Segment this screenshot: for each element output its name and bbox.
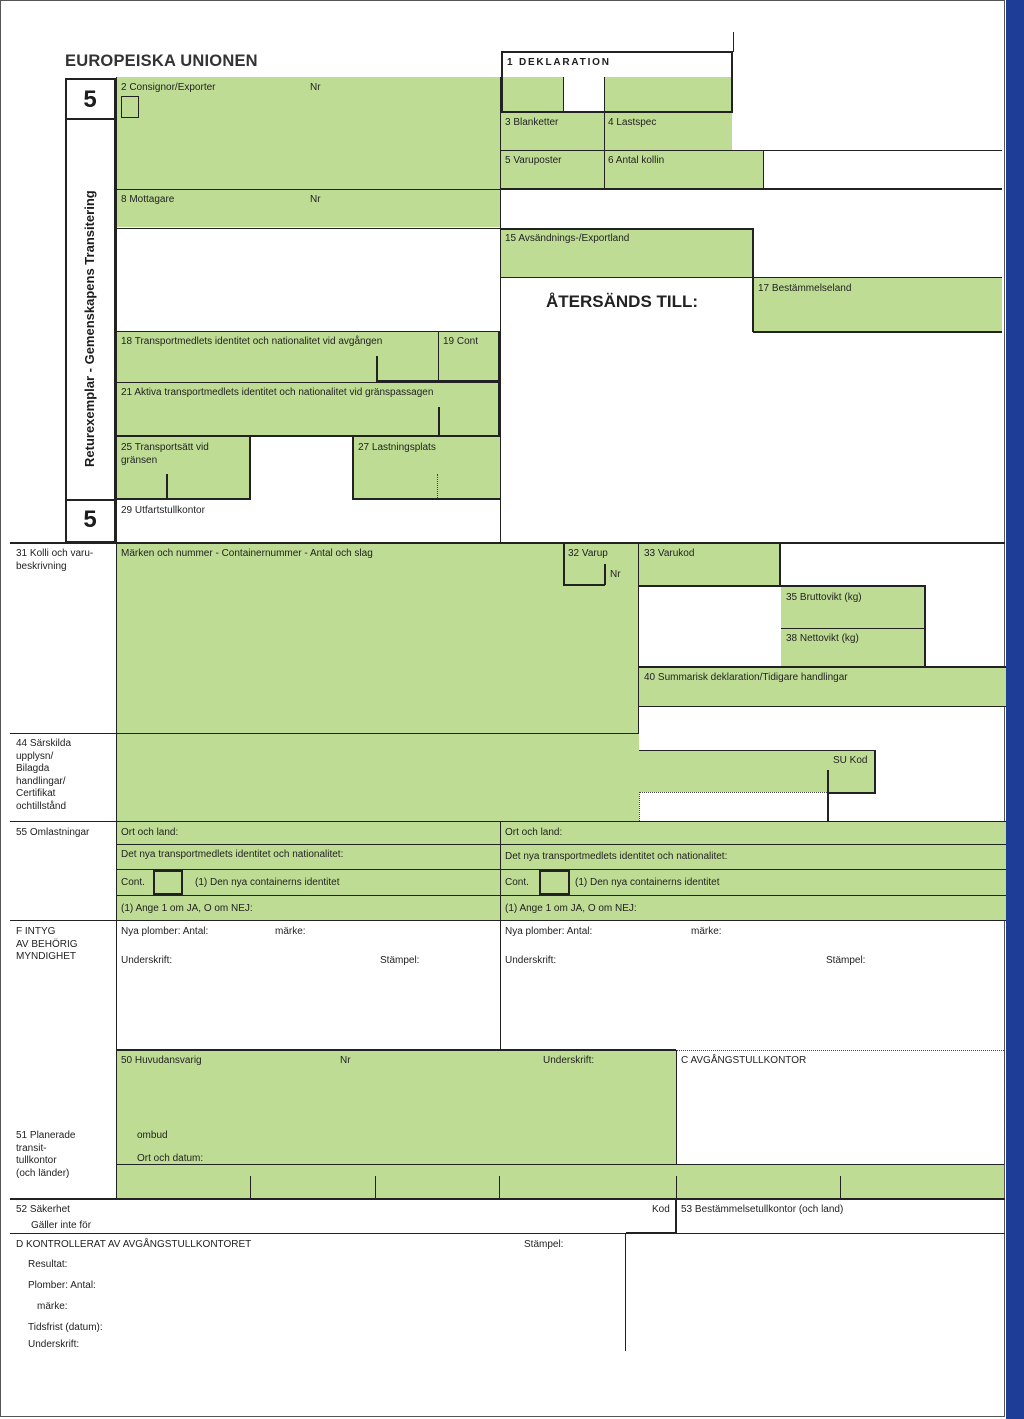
- rule: [10, 542, 1005, 544]
- rule: [501, 228, 753, 230]
- box-2-checkbox[interactable]: [121, 96, 139, 118]
- rule: [117, 331, 500, 332]
- box-50-signature-label: Underskrift:: [543, 1055, 595, 1066]
- rule: [250, 1176, 251, 1198]
- box-38-label: 38 Nettovikt (kg): [786, 633, 859, 644]
- signature-left: Underskrift:: [121, 955, 173, 966]
- box-8-nr-label: Nr: [310, 194, 321, 205]
- rule: [676, 1050, 1004, 1051]
- new-container-left: (1) Den nya containerns identitet: [195, 877, 340, 888]
- cont-checkbox-left[interactable]: [153, 870, 183, 895]
- rule: [117, 1164, 1004, 1165]
- box-18-label: 18 Transportmedlets identitet och nationalitet vid avgången: [121, 336, 383, 347]
- box-5-label: 5 Varuposter: [505, 155, 562, 166]
- box-32-nr-label: Nr: [610, 569, 621, 580]
- rule: [779, 543, 781, 586]
- rule: [498, 331, 500, 436]
- new-container-right: (1) Den nya containerns identitet: [575, 877, 720, 888]
- box-40-label: 40 Summarisk deklaration/Tidigare handlingar: [644, 672, 848, 683]
- box-50-nr-label: Nr: [340, 1055, 351, 1066]
- rule: [1004, 1050, 1005, 1165]
- stamp-right: Stämpel:: [826, 955, 866, 966]
- rule: [249, 437, 251, 500]
- rule: [500, 77, 501, 543]
- box-15-label: 15 Avsändnings-/Exportland: [505, 233, 630, 244]
- rule: [763, 150, 764, 188]
- box-C-label: C AVGÅNGSTULLKONTOR: [681, 1055, 807, 1066]
- box-53-label: 53 Bestämmelsetullkontor (och land): [681, 1204, 844, 1215]
- place-date-label: Ort och datum:: [137, 1153, 204, 1164]
- blue-edge-stripe: [1006, 0, 1024, 1419]
- box-F-label: F INTYG AV BEHÖRIG MYNDIGHET: [16, 926, 78, 962]
- new-seals-right: Nya plomber: Antal:: [505, 926, 593, 937]
- rule: [675, 1199, 677, 1233]
- box-51-label: 51 Planerade transit- tullkontor (och länder): [16, 1130, 76, 1179]
- rule: [563, 77, 564, 111]
- rule: [563, 584, 605, 586]
- place-country-left: Ort och land:: [121, 827, 179, 838]
- box-6-label: 6 Antal kollin: [608, 155, 665, 166]
- box-55-label: 55 Omlastningar: [16, 827, 90, 838]
- deadline-label: Tidsfrist (datum):: [28, 1322, 103, 1333]
- new-transport-left: Det nya transportmedlets identitet och nationalitet:: [121, 849, 344, 860]
- box-29-label: 29 Utfartstullkontor: [121, 505, 205, 516]
- side-vertical-label: Returexemplar - Gemenskapens Transitering: [82, 190, 97, 467]
- box-8-consignee[interactable]: [117, 189, 500, 227]
- rule: [639, 585, 926, 587]
- box-50-label: 50 Huvudansvarig: [121, 1055, 202, 1066]
- rule: [874, 750, 876, 794]
- box-35-label: 35 Bruttovikt (kg): [786, 592, 862, 603]
- rule: [676, 1176, 677, 1198]
- rule: [117, 435, 500, 437]
- box-21-label: 21 Aktiva transportmedlets identitet och nationalitet vid gränspassagen: [121, 387, 434, 398]
- rule: [639, 666, 1006, 668]
- box-52-label: 52 Säkerhet: [16, 1204, 70, 1215]
- rule: [117, 1049, 676, 1051]
- box-4-label: 4 Lastspec: [608, 117, 657, 128]
- box-32-label: 32 Varup: [568, 548, 608, 559]
- cont-checkbox-right[interactable]: [539, 870, 570, 895]
- box-25-label: 25 Transportsätt vid gränsen: [121, 442, 209, 466]
- rule: [639, 792, 640, 821]
- new-seals-left: Nya plomber: Antal:: [121, 926, 209, 937]
- box-19-label: 19 Cont: [443, 336, 479, 347]
- box-31-marks-label: Märken och nummer - Containernummer - Antal och slag: [121, 548, 373, 559]
- rule: [117, 228, 500, 229]
- signature-right: Underskrift:: [505, 955, 557, 966]
- rule: [639, 706, 1006, 707]
- box-50-area[interactable]: [117, 1050, 676, 1164]
- indicate-left: (1) Ange 1 om JA, O om NEJ:: [121, 903, 253, 914]
- box-2-nr-label: Nr: [310, 82, 321, 93]
- rule: [438, 331, 439, 382]
- rule: [10, 733, 639, 734]
- box-44-label: 44 Särskilda upplysn/ Bilagda handlingar/ Certifikat ochtillstånd: [16, 738, 72, 812]
- rule: [828, 792, 876, 794]
- rule: [10, 920, 1006, 921]
- rule: [499, 1176, 500, 1198]
- rule: [117, 189, 500, 190]
- return-to-heading: ÅTERSÄNDS TILL:: [546, 292, 699, 311]
- rule: [639, 750, 875, 751]
- rule: [437, 474, 438, 498]
- rule: [10, 1198, 1005, 1200]
- rule: [563, 543, 565, 585]
- box-D-signature-label: Underskrift:: [28, 1339, 80, 1350]
- rule: [604, 564, 606, 585]
- rule: [117, 382, 500, 383]
- copy-number-bottom: 5: [83, 506, 97, 533]
- box-52-not-valid-label: Gäller inte för: [31, 1220, 92, 1231]
- rule: [638, 543, 639, 733]
- rule: [438, 407, 440, 435]
- rule: [376, 356, 378, 381]
- rule: [352, 437, 354, 500]
- box-31-label: 31 Kolli och varu- beskrivning: [16, 548, 94, 572]
- box-D-label: D KONTROLLERAT AV AVGÅNGSTULLKONTORET: [16, 1239, 252, 1250]
- box-3-label: 3 Blanketter: [505, 117, 559, 128]
- rule: [924, 586, 926, 667]
- rule: [375, 1176, 376, 1198]
- rule: [501, 188, 1002, 190]
- rule: [117, 895, 1006, 896]
- box-D-stamp-label: Stämpel:: [524, 1239, 564, 1250]
- cont-label-right: Cont.: [505, 877, 529, 888]
- rule: [501, 150, 1002, 151]
- seals-brand-label: märke:: [37, 1301, 68, 1312]
- box-31-goods-area[interactable]: [117, 543, 639, 821]
- rule: [625, 1233, 626, 1351]
- cont-label-left: Cont.: [121, 877, 145, 888]
- rule: [840, 1176, 841, 1198]
- box-8-label: 8 Mottagare: [121, 194, 175, 205]
- rule: [733, 32, 734, 52]
- box-27-label: 27 Lastningsplats: [358, 442, 436, 453]
- box-1-label: 1 DEKLARATION: [507, 57, 611, 68]
- copy-number-top: 5: [83, 86, 97, 113]
- new-transport-right: Det nya transportmedlets identitet och nationalitet:: [505, 851, 728, 862]
- rule: [500, 822, 501, 1050]
- kod-label: Kod: [652, 1204, 670, 1215]
- result-label: Resultat:: [28, 1259, 68, 1270]
- box-17-label: 17 Bestämmelseland: [758, 283, 852, 294]
- rule: [676, 1050, 677, 1165]
- su-kod-label: SU Kod: [833, 755, 868, 766]
- rule: [753, 331, 1002, 333]
- place-country-right: Ort och land:: [505, 827, 563, 838]
- rule: [639, 792, 827, 793]
- brand-left: märke:: [275, 926, 306, 937]
- rule: [501, 277, 1002, 278]
- agent-label: ombud: [137, 1130, 168, 1141]
- box-33-label: 33 Varukod: [644, 548, 695, 559]
- rule: [10, 1233, 1005, 1234]
- indicate-right: (1) Ange 1 om JA, O om NEJ:: [505, 903, 637, 914]
- rule: [827, 770, 829, 822]
- seals-count-label: Plomber: Antal:: [28, 1280, 96, 1291]
- rule: [117, 498, 251, 500]
- rule: [166, 474, 168, 499]
- brand-right: märke:: [691, 926, 722, 937]
- rule: [10, 821, 1006, 822]
- box-2-label: 2 Consignor/Exporter: [121, 82, 216, 93]
- rule: [352, 498, 500, 500]
- rule: [116, 77, 117, 543]
- rule: [752, 228, 754, 332]
- rule: [116, 543, 117, 1198]
- rule: [781, 628, 925, 629]
- rule: [117, 844, 1006, 845]
- stamp-left: Stämpel:: [380, 955, 420, 966]
- rule: [604, 77, 605, 111]
- form-title: EUROPEISKA UNIONEN: [65, 52, 258, 70]
